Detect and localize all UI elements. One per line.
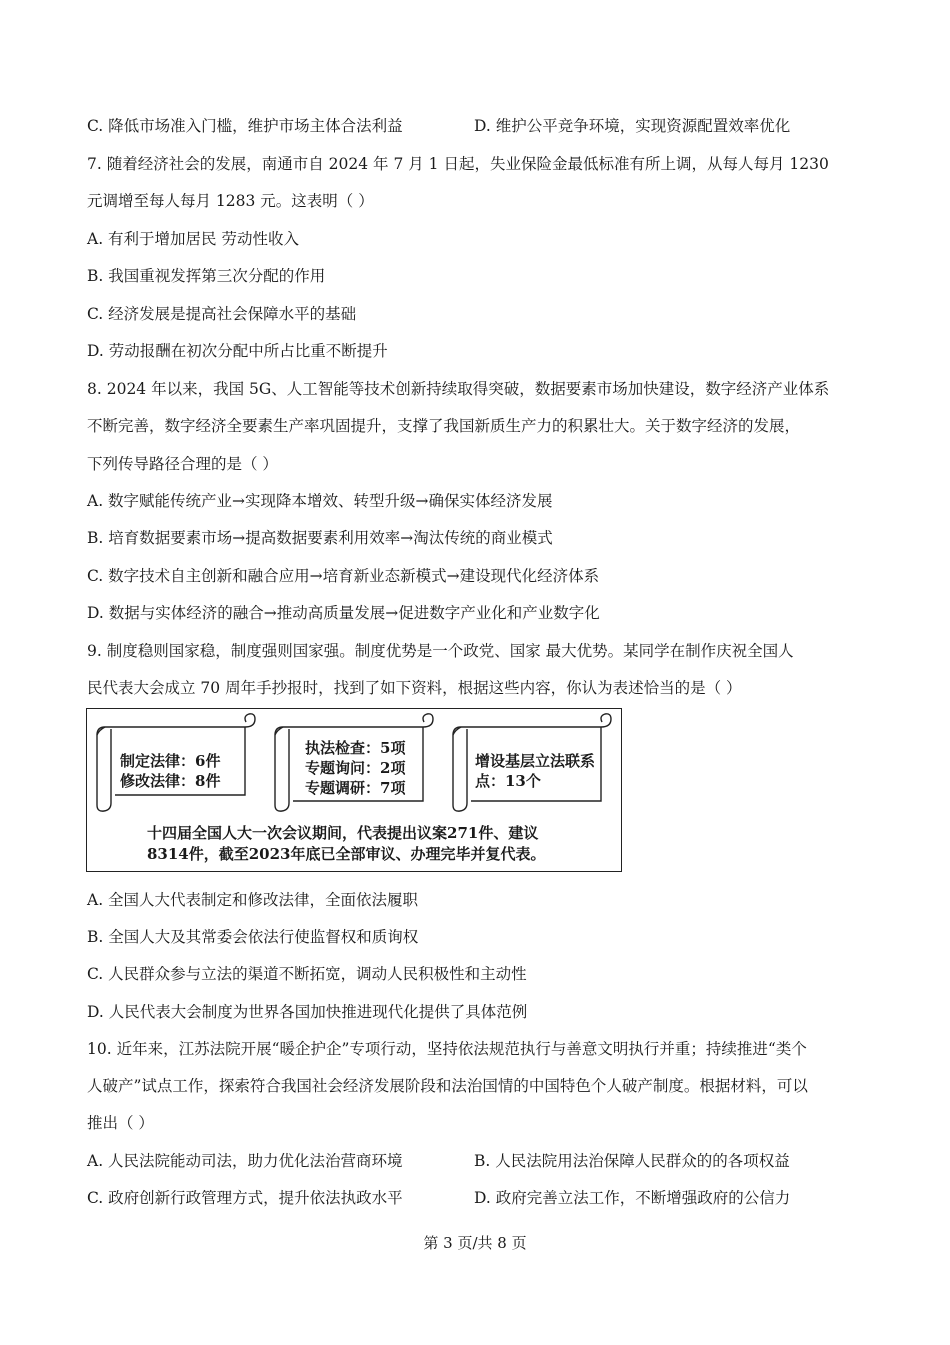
scroll3-line2: 点：13个 xyxy=(475,772,541,790)
q10-stem-line2: 人破产”试点工作，探索符合我国社会经济发展阶段和法治国情的中国特色个人破产制度。根据材料，可以 xyxy=(87,1077,808,1095)
scroll3-line1: 增设基层立法联系 xyxy=(475,752,596,770)
figure-caption-line2: 8314件，截至2023年底已全部审议、办理完毕并复代表。 xyxy=(147,845,546,863)
scroll2-line2: 专题询问：2项 xyxy=(305,759,406,777)
q7-option-d: D. 劳动报酬在初次分配中所占比重不断提升 xyxy=(87,342,388,360)
q7-option-c: C. 经济发展是提高社会保障水平的基础 xyxy=(87,305,357,323)
scroll1-line1: 制定法律：6件 xyxy=(120,752,221,770)
q6-option-d: D. 维护公平竞争环境，实现资源配置效率优化 xyxy=(474,117,791,135)
q10-option-c: C. 政府创新行政管理方式，提升依法执政水平 xyxy=(87,1189,403,1207)
q8-stem-line2: 不断完善，数字经济全要素生产率巩固提升，支撑了我国新质生产力的积累壮大。关于数字经济的发展， xyxy=(87,417,801,435)
q7-stem-line2: 元调增至每人每月 1283 元。这表明（ ） xyxy=(87,192,374,210)
scroll-legislation xyxy=(93,713,261,813)
q9-stem-line2: 民代表大会成立 70 周年手抄报时，找到了如下资料，根据这些内容，你认为表述恰当的是（ ） xyxy=(87,679,742,697)
q8-option-d: D. 数据与实体经济的融合→推动高质量发展→促进数字产业化和产业数字化 xyxy=(87,604,600,622)
q10-option-a: A. 人民法院能动司法，助力优化法治营商环境 xyxy=(87,1152,403,1170)
scroll-grassroots xyxy=(449,713,617,813)
q7-stem-line1: 7. 随着经济社会的发展，南通市自 2024 年 7 月 1 日起，失业保险金最低标准有所上调，从每人每月 1230 xyxy=(87,155,829,173)
q8-option-c: C. 数字技术自主创新和融合应用→培育新业态新模式→建设现代化经济体系 xyxy=(87,567,600,585)
q8-stem-line1: 8. 2024 年以来，我国 5G、人工智能等技术创新持续取得突破，数据要素市场加快建设，数字经济产业体系 xyxy=(87,380,830,398)
q10-stem-line1: 10. 近年来，江苏法院开展“暖企护企”专项行动，坚持依法规范执行与善意文明执行并重；持续推进“类个 xyxy=(87,1040,807,1058)
q9-option-c: C. 人民群众参与立法的渠道不断拓宽，调动人民积极性和主动性 xyxy=(87,965,527,983)
q10-stem-line3: 推出（ ） xyxy=(87,1114,154,1132)
q8-stem-line3: 下列传导路径合理的是（ ） xyxy=(87,455,278,473)
figure-caption-line1: 十四届全国人大一次会议期间，代表提出议案271件、建议 xyxy=(147,824,539,842)
q10-option-d: D. 政府完善立法工作，不断增强政府的公信力 xyxy=(474,1189,791,1207)
q7-option-a: A. 有利于增加居民 劳动性收入 xyxy=(87,230,299,248)
q8-option-b: B. 培育数据要素市场→提高数据要素利用效率→淘汰传统的商业模式 xyxy=(87,529,553,547)
q9-stem-line1: 9. 制度稳则国家稳，制度强则国家强。制度优势是一个政党、国家 最大优势。某同学在制作庆祝全国人 xyxy=(87,642,794,660)
q9-option-b: B. 全国人大及其常委会依法行使监督权和质询权 xyxy=(87,928,419,946)
q9-option-d: D. 人民代表大会制度为世界各国加快推进现代化提供了具体范例 xyxy=(87,1003,528,1021)
q8-option-a: A. 数字赋能传统产业→实现降本增效、转型升级→确保实体经济发展 xyxy=(87,492,553,510)
q9-material-figure xyxy=(86,708,622,872)
scroll1-line2: 修改法律：8件 xyxy=(120,772,221,790)
scroll2-line3: 专题调研：7项 xyxy=(305,779,406,797)
q7-option-b: B. 我国重视发挥第三次分配的作用 xyxy=(87,267,326,285)
page-number: 第 3 页/共 8 页 xyxy=(423,1234,527,1252)
q10-option-b: B. 人民法院用法治保障人民群众的的各项权益 xyxy=(474,1152,790,1170)
q6-option-c: C. 降低市场准入门槛，维护市场主体合法利益 xyxy=(87,117,403,135)
scroll-supervision xyxy=(271,713,439,813)
scroll2-line1: 执法检查：5项 xyxy=(305,739,406,757)
q9-option-a: A. 全国人大代表制定和修改法律，全面依法履职 xyxy=(87,891,419,909)
